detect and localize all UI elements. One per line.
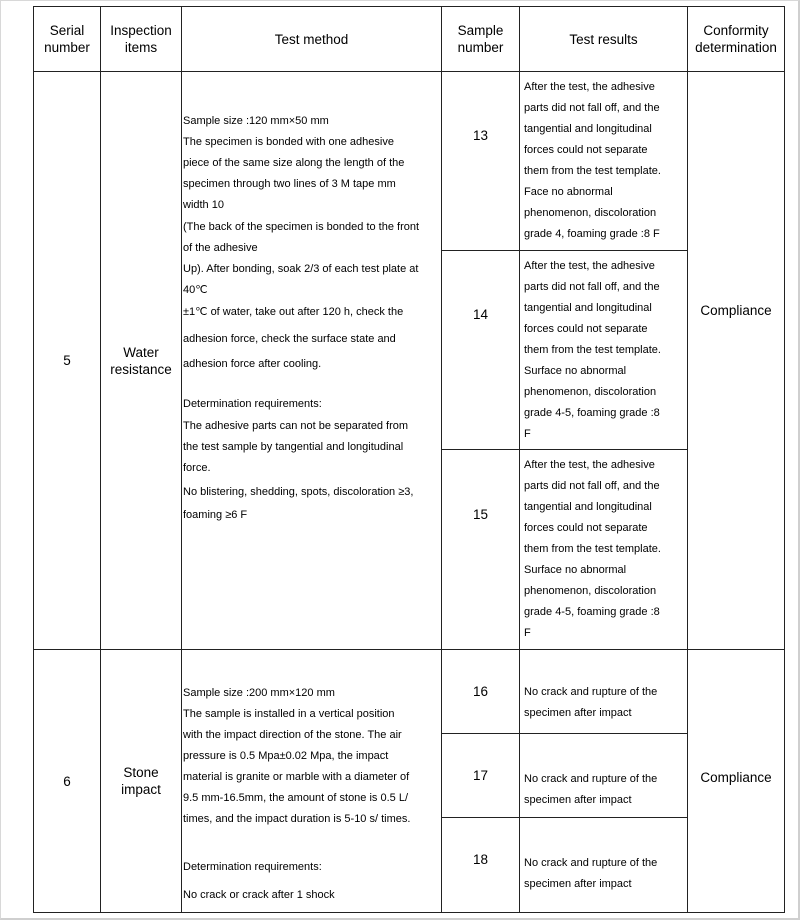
- test-method-cell: Sample size :200 mm×120 mm The sample is installed in a vertical position with the impact direction of the stone. The air pressure is 0.5 Mpa±0.02 Mpa, the impact material is granite or marble with a diameter of 9.5 mm-16.5mm, the amount of stone is 0.5 L/ times, and the impact duration is 5-10 s/ times. Determination requirements: No crack or crack after 1 shock: [182, 650, 442, 913]
- test-result-cell: No crack and rupture of the specimen after impact: [520, 650, 688, 734]
- test-result-cell: After the test, the adhesive parts did not fall off, and the tangential and longitudinal forces could not separate them from the test template. Face no abnormal phenomenon, discoloration grade 4, foaming grade :8 F: [520, 72, 688, 251]
- header-inspection-items: Inspection items: [101, 7, 182, 72]
- test-method-cell: Sample size :120 mm×50 mm The specimen is bonded with one adhesive piece of the same size along the length of the specimen through two lines of 3 M tape mm width 10 (The back of the specimen is bonded to the front of the adhesive Up). After bonding, soak 2/3 of each test plate at 40℃ ±1℃ of water, take out after 120 h, check the adhesion force, check the surface state and adhesion force after cooling. Determination requirements: The adhesive parts can not be separated from the test sample by tangential and longitudinal force. No blistering, shedding, spots, discoloration ≥3, foaming ≥6 F: [182, 72, 442, 650]
- inspection-item-cell: Water resistance: [101, 72, 182, 650]
- serial-number-cell: 6: [34, 650, 101, 913]
- header-conformity: Conformity determination: [688, 7, 785, 72]
- table-row: [34, 72, 785, 251]
- conformity-cell: Compliance: [688, 72, 785, 650]
- sample-number-cell: 14: [442, 251, 520, 450]
- sample-number-cell: 16: [442, 650, 520, 734]
- sample-number-cell: 18: [442, 818, 520, 913]
- inspection-table: [33, 6, 785, 913]
- conformity-cell: Compliance: [688, 650, 785, 913]
- sample-number-cell: 15: [442, 450, 520, 650]
- test-result-cell: After the test, the adhesive parts did not fall off, and the tangential and longitudinal forces could not separate them from the test template. Surface no abnormal phenomenon, discoloration grade 4-5, foaming grade :8 F: [520, 251, 688, 450]
- header-sample-number: Sample number: [442, 7, 520, 72]
- test-result-cell: No crack and rupture of the specimen after impact: [520, 818, 688, 913]
- header-test-method: Test method: [182, 7, 442, 72]
- table-row: [34, 650, 785, 734]
- header-row: [34, 7, 785, 72]
- header-test-results: Test results: [520, 7, 688, 72]
- test-result-cell: No crack and rupture of the specimen after impact: [520, 734, 688, 818]
- sample-number-cell: 17: [442, 734, 520, 818]
- serial-number-cell: 5: [34, 72, 101, 650]
- inspection-item-cell: Stone impact: [101, 650, 182, 913]
- sample-number-cell: 13: [442, 72, 520, 251]
- test-result-cell: After the test, the adhesive parts did not fall off, and the tangential and longitudinal forces could not separate them from the test template. Surface no abnormal phenomenon, discoloration grade 4-5, foaming grade :8 F: [520, 450, 688, 650]
- header-serial-number: Serial number: [34, 7, 101, 72]
